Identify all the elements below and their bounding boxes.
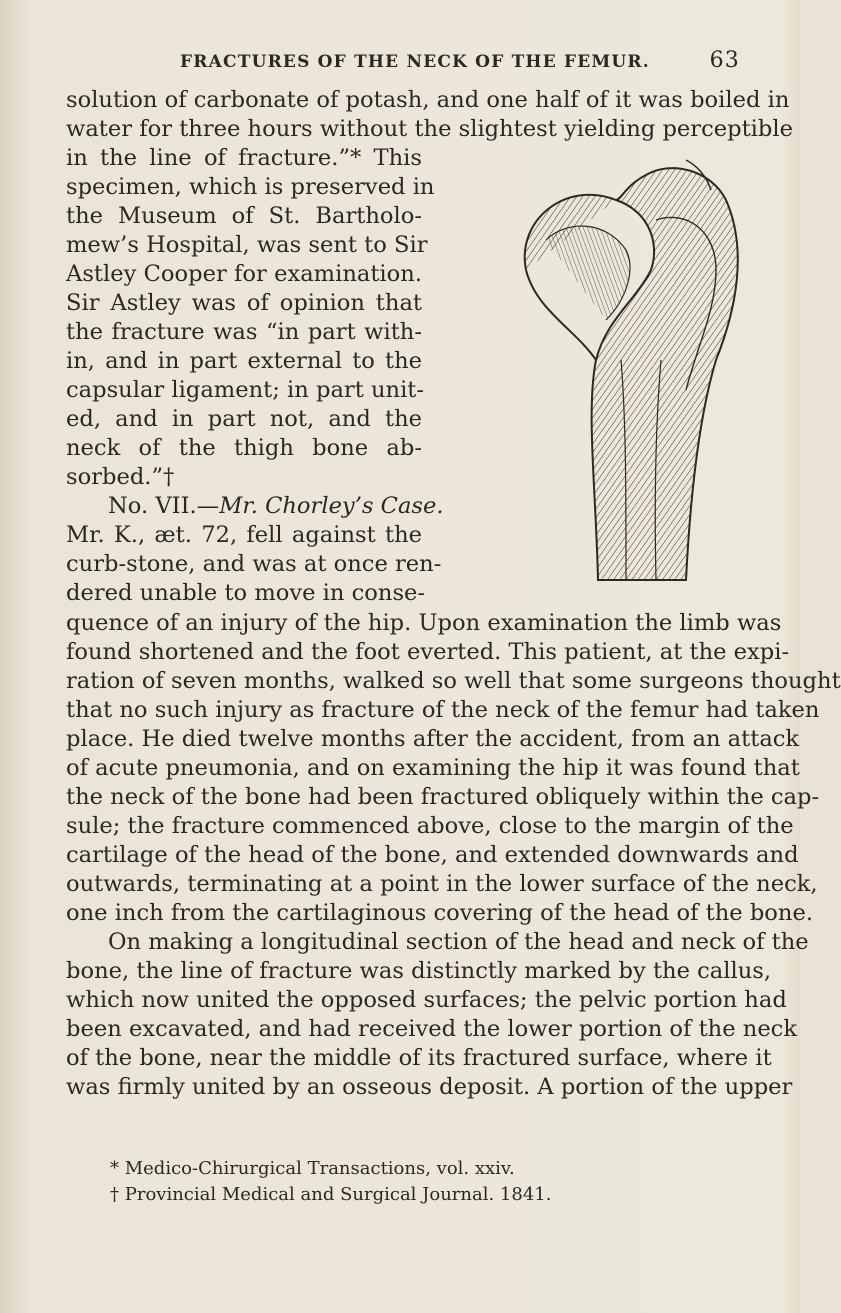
text-line: quence of an injury of the hip. Upon examination the limb was [66, 610, 782, 636]
text-line: solution of carbonate of potash, and one half of it was boiled in [66, 87, 790, 113]
femur-section-illustration [486, 160, 748, 590]
footnotes [110, 1156, 551, 1208]
text-line: water for three hours without the slightest yielding perceptible [66, 116, 793, 142]
text-line: of the bone, near the middle of its fractured surface, where it [66, 1045, 772, 1071]
text-line: of acute pneumonia, and on examining the hip it was found that [66, 755, 800, 781]
text-line: Sir Astley was of opinion that [66, 290, 422, 316]
text-line: found shortened and the foot everted. This patient, at the expi- [66, 639, 790, 665]
text-line: curb-stone, and was at once ren- [66, 551, 442, 577]
text-line: in the line of fracture.”* This [66, 145, 422, 171]
text-line: been excavated, and had received the lower portion of the neck [66, 1016, 798, 1042]
text-line: bone, the line of fracture was distinctly marked by the callus, [66, 958, 772, 984]
text-line: specimen, which is preserved in [66, 174, 435, 200]
text-line: capsular ligament; in part unit- [66, 377, 425, 403]
case-heading [66, 492, 444, 521]
footnote: † Provincial Medical and Surgical Journal. 1841. [110, 1184, 552, 1205]
body-text-top [66, 86, 793, 144]
text-line: place. He died twelve months after the accident, from an attack [66, 726, 800, 752]
body-text-main [66, 609, 841, 1102]
text-line: the Museum of St. Bartholo- [66, 203, 422, 229]
text-line: outwards, terminating at a point in the lower surface of the neck, [66, 871, 818, 897]
text-line: in, and in part external to the [66, 348, 422, 374]
footnote: * Medico-Chirurgical Transactions, vol. xxiv. [110, 1158, 515, 1179]
text-line: ed, and in part not, and the [66, 406, 422, 432]
text-line: that no such injury as fracture of the neck of the femur had taken [66, 697, 820, 723]
text-line: sorbed.”† [66, 464, 175, 490]
case-number: No. VII.— [108, 493, 220, 519]
text-line: which now united the opposed surfaces; the pelvic portion had [66, 987, 787, 1013]
femur-section-icon [486, 160, 748, 590]
text-line: ration of seven months, walked so well that some surgeons thought [66, 668, 841, 694]
text-line: one inch from the cartilaginous covering of the head of the bone. [66, 900, 814, 926]
text-line: mew’s Hospital, was sent to Sir [66, 232, 428, 258]
case-title: Mr. Chorley’s Case. [219, 493, 444, 519]
text-line: Mr. K., æt. 72, fell against the [66, 522, 422, 548]
running-header [180, 48, 740, 73]
running-title: FRACTURES OF THE NECK OF THE FEMUR. [180, 52, 650, 72]
text-line: On making a longitudinal section of the head and neck of the [108, 929, 809, 955]
text-line: was firmly united by an osseous deposit. A portion of the upper [66, 1074, 793, 1100]
text-line: Astley Cooper for examination. [66, 261, 422, 287]
text-line: dered unable to move in conse- [66, 580, 426, 606]
text-line: the fracture was “in part with- [66, 319, 422, 345]
text-line: cartilage of the head of the bone, and extended downwards and [66, 842, 799, 868]
text-line: sule; the fracture commenced above, close to the margin of the [66, 813, 794, 839]
page-number: 63 [709, 48, 740, 73]
text-line: neck of the thigh bone ab- [66, 435, 422, 461]
text-line: the neck of the bone had been fractured obliquely within the cap- [66, 784, 820, 810]
